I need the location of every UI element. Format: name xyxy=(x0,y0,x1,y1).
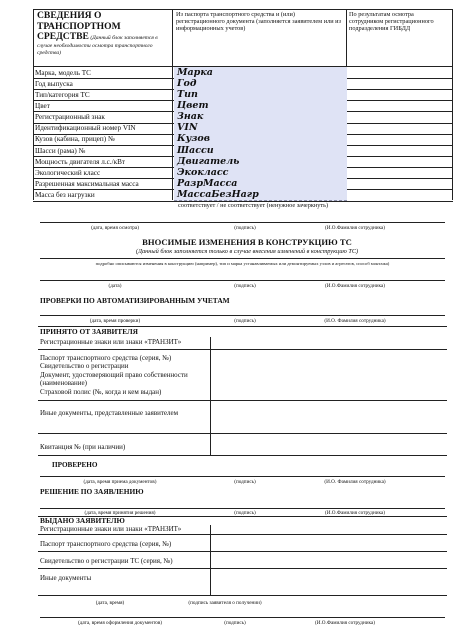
header-title-2: ТРАНСПОРТНОМ xyxy=(37,20,121,32)
vehicle-row-label: Цвет xyxy=(35,101,50,110)
vehicle-row-label: Тип/категория ТС xyxy=(35,90,90,99)
header-col3: По результатам осмотра сотрудником регистрационного подразделения ГИБДД xyxy=(349,11,434,32)
vehicle-row-value-field[interactable]: Год xyxy=(174,78,347,90)
vehicle-row-value-field[interactable]: Цвет xyxy=(174,100,347,112)
vehicle-row-value-field[interactable]: Двигатель xyxy=(174,156,347,168)
sign2-line xyxy=(40,280,445,281)
accepted-col-divider xyxy=(210,337,211,456)
sign7-date: (дата, время оформления документов) xyxy=(77,620,163,626)
issued-sep-2 xyxy=(38,551,447,552)
sign2-date: (дата) xyxy=(108,283,122,289)
issued-row-other: Иные документы xyxy=(40,574,92,582)
sign7-sign: (подпись) xyxy=(224,620,246,626)
changes-note: (Данный блок заполняется только в случае внесения изменений в конструкцию ТС) xyxy=(135,248,359,255)
accepted-sep-2 xyxy=(38,400,447,401)
sign3-sign: (подпись) xyxy=(234,318,256,324)
vehicle-row-label: Шасси (рама) № xyxy=(35,146,86,155)
vehicle-info-header xyxy=(37,11,169,57)
header-title-1: СВЕДЕНИЯ О xyxy=(37,10,102,21)
sign1-name: (И.О.Фамилия сотрудника) xyxy=(325,225,385,231)
vehicle-row-label: Масса без нагрузки xyxy=(35,191,95,200)
changes-desc: подробно описываются изменения в конструкцию (например), тип и марка устанавливаемых или демонтируемых узлов и агрегатов, способ монтажа) xyxy=(95,261,390,266)
sign1-line xyxy=(40,222,445,223)
header-col2: Из паспорта транспортного средства и (или) регистрационного документа (заполняется заявителем или из информационных учетов) xyxy=(176,11,342,32)
checked-title: ПРОВЕРЕНО xyxy=(52,461,98,469)
vehicle-row-value-field[interactable]: VIN xyxy=(174,122,347,134)
vehicle-row-label: Кузов (кабина, прицеп) № xyxy=(35,135,115,144)
sign4-date: (дата, время приема документов) xyxy=(83,479,157,485)
sign3-date: (дата, время проверки) xyxy=(89,318,141,324)
vehicle-row-value-field[interactable]: Марка xyxy=(174,67,347,79)
vehicle-row-label: Мощность двигателя л.с./кВт xyxy=(35,157,126,166)
issued-row-certificate: Свидетельство о регистрации ТС (серия, №) xyxy=(40,557,173,565)
vehicle-row-label: Регистрационный знак xyxy=(35,113,105,122)
vehicle-row-value-field[interactable]: Тип xyxy=(174,89,347,101)
accepted-row-plates: Регистрационные знаки или знаки «ТРАНЗИТ» xyxy=(40,338,182,346)
vehicle-row-value-field[interactable]: Кузов xyxy=(174,133,347,145)
sign7-name: (И.О.Фамилия сотрудника) xyxy=(315,620,375,626)
issued-title: ВЫДАНО ЗАЯВИТЕЛЮ xyxy=(40,516,125,525)
accepted-row-other: Иные документы, представленные заявителем xyxy=(40,409,179,417)
table-left-border xyxy=(33,9,34,200)
vehicle-row-label: Марка, модель ТС xyxy=(35,68,91,77)
issued-col-divider xyxy=(210,525,211,595)
sign5-name: (И.О.Фамилия сотрудника) xyxy=(325,510,385,516)
accepted-row-receipt: Квитанция № (при наличии) xyxy=(40,443,126,451)
sign4-sign: (подпись) xyxy=(234,479,256,485)
sign5-line xyxy=(40,508,445,509)
vehicle-row-label: Год выпуска xyxy=(35,79,73,88)
vehicle-row-label: Экологический класс xyxy=(35,168,101,177)
sign3-name: (И.О. Фамилия сотрудника) xyxy=(324,318,386,324)
accepted-sep-1 xyxy=(38,349,447,350)
header-title-3: СРЕДСТВЕ (Данный блок заполняется в случае необходимости осмотра транспортного средства) xyxy=(37,31,158,56)
sign1-date: (дата, время осмотра) xyxy=(91,225,139,231)
issued-row-pts: Паспорт транспортного средства (серия, №) xyxy=(40,540,172,548)
vehicle-row-value-field[interactable]: Экокласс xyxy=(174,167,347,179)
changes-line-1 xyxy=(40,258,445,259)
sign7-line xyxy=(40,617,445,618)
sign6-sign: (подпись заявителя о получении) xyxy=(188,600,262,606)
accepted-row-insurance: Страховой полис (№, когда и кем выдан) xyxy=(40,388,162,396)
vehicle-row-label: Идентификационный номер VIN xyxy=(35,124,136,133)
accepted-row-certificate: Свидетельство о регистрации xyxy=(40,362,129,370)
sign1-sign: (подпись) xyxy=(234,225,256,231)
sign4-line xyxy=(40,476,445,477)
vehicle-row-label: Разрешенная максимальная масса xyxy=(35,180,139,188)
vehicle-row-value-field[interactable]: Шасси xyxy=(174,145,347,157)
accepted-row-ownership: Документ, удостоверяющий право собственности (наименование) xyxy=(40,371,188,387)
issued-row-plates: Регистрационные знаки или знаки «ТРАНЗИТ» xyxy=(40,525,182,533)
issued-bottom-line xyxy=(38,595,447,596)
decision-title: РЕШЕНИЕ ПО ЗАЯВЛЕНИЮ xyxy=(40,487,144,496)
sign5-sign: (подпись) xyxy=(234,510,256,516)
vehicle-row-value-field[interactable]: РазрМасса xyxy=(174,178,347,190)
auto-check-title: ПРОВЕРКИ ПО АВТОМАТИЗИРОВАННЫМ УЧЕТАМ xyxy=(40,296,230,305)
accepted-title: ПРИНЯТО ОТ ЗАЯВИТЕЛЯ xyxy=(40,327,138,336)
vehicle-row-value-field[interactable]: Знак xyxy=(174,111,347,123)
changes-title: ВНОСИМЫЕ ИЗМЕНЕНИЯ В КОНСТРУКЦИЮ ТС xyxy=(142,237,352,247)
vehicle-row-value-field[interactable]: МассаБезНагр xyxy=(174,189,347,201)
sign3-line xyxy=(40,315,445,316)
sign4-name: (И.О. Фамилия сотрудника) xyxy=(324,479,386,485)
accepted-bottom-line xyxy=(38,455,447,456)
sign2-sign: (подпись) xyxy=(234,283,256,289)
issued-sep-3 xyxy=(38,568,447,569)
sign5-date: (дата, время принятия решения) xyxy=(84,510,156,516)
sign6-date: (дата, время) xyxy=(95,600,125,606)
table-right-border xyxy=(452,9,453,200)
conformity-note: соответствует / не соответствует (ненужное зачеркнуть) xyxy=(178,202,329,209)
sign2-name: (И.О.Фамилия сотрудника) xyxy=(325,283,385,289)
table-col1-border xyxy=(172,9,173,200)
issued-sep-1 xyxy=(38,534,447,535)
accepted-sep-3 xyxy=(38,433,447,434)
accepted-row-pts: Паспорт транспортного средства (серия, №) xyxy=(40,354,172,362)
